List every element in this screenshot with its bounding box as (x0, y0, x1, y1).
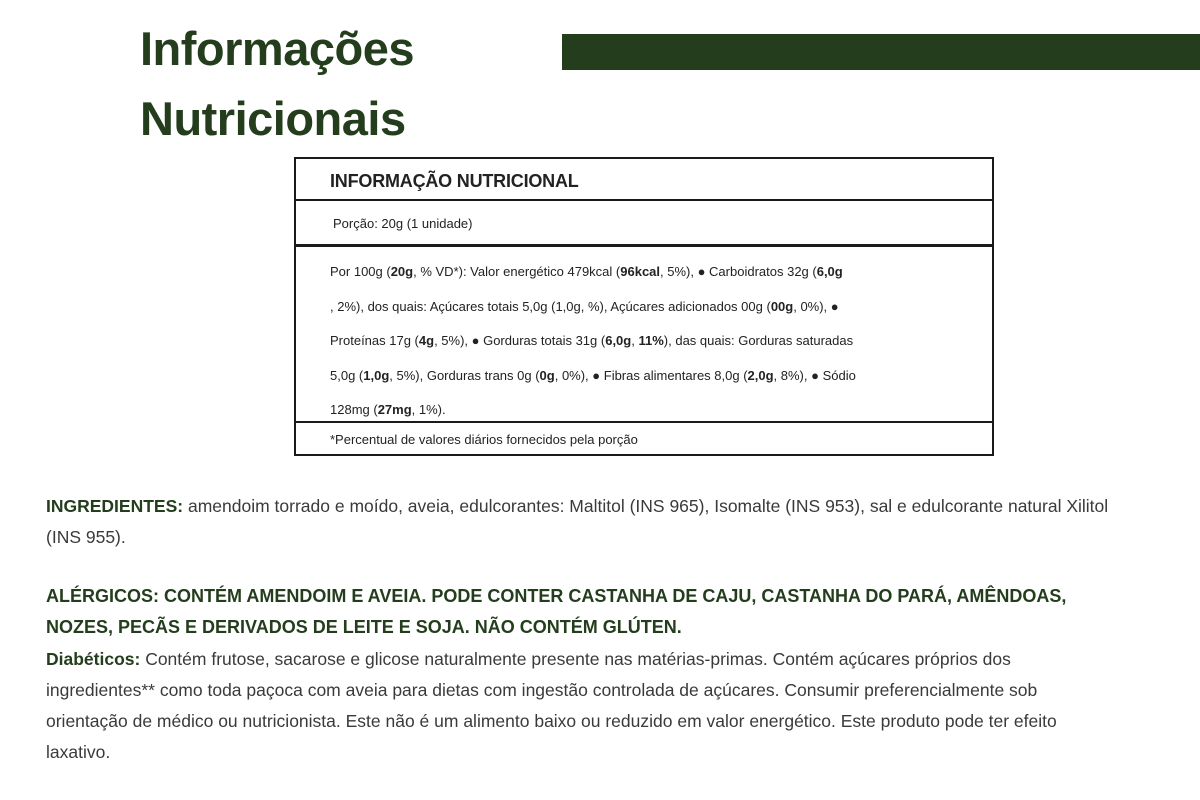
ingredients-label: INGREDIENTES: (46, 496, 184, 516)
nutrition-values-line (330, 255, 972, 290)
nutrition-values-line (330, 324, 972, 359)
ingredients-text: amendoim torrado e moído, aveia, edulcorantes: Maltitol (INS 965), Isomalte (INS 953), sal e edulcorante natural Xilitol (183, 496, 1109, 516)
allergens-line-1: ALÉRGICOS: CONTÉM AMENDOIM E AVEIA. PODE CONTER CASTANHA DE CAJU, CASTANHA DO PARÁ, AMÊNDOAS, (46, 586, 1067, 606)
nutrition-value-text: Por 100g ( (330, 264, 391, 279)
nutrition-value-bold: 27mg (377, 402, 412, 417)
nutrition-value-text: 5,0g ( (330, 367, 364, 383)
nutrition-value-bold: 20g (390, 264, 414, 279)
diabetics-line-4: laxativo. (46, 742, 111, 762)
nutrition-value-text: Proteínas 17g ( (330, 333, 419, 348)
nutrition-values-line (330, 290, 972, 325)
nutrition-value-text: , 5%), ● Carboidratos 32g ( (660, 264, 817, 279)
ingredients-line-2: (INS 955). (46, 527, 126, 547)
ingredients-section (46, 491, 1156, 553)
diabetics-line-1 (46, 644, 1156, 675)
diabetics-section (46, 644, 1156, 768)
nutrition-value-text: , 2%), dos quais: Açúcares totais 5,0g (1,0g, %), Açúcares adicionados 00g ( (330, 298, 771, 314)
nutrition-table-portion: Porção: 20g (1 unidade) (296, 201, 992, 247)
nutrition-value-text: , 0%), ● Fibras alimentares 8,0g ( (554, 367, 748, 383)
nutrition-value-text: ), das quais: Gorduras saturadas (663, 333, 854, 348)
page-title-line-1: Informações (140, 22, 414, 75)
diabetics-line-2: ingredientes** como toda paçoca com aveia para dietas com ingestão controlada de açúcares. Consumir preferencialmente sob (46, 680, 1038, 700)
diabetics-label: Diabéticos: (46, 649, 141, 669)
page-title (140, 14, 470, 154)
diabetics-text: Contém frutose, sacarose e glicose naturalmente presente nas matérias-primas. Contém açúcares próprios dos (140, 649, 1011, 669)
nutrition-value-text: 128mg ( (330, 402, 378, 417)
nutrition-table-footnote: *Percentual de valores diários fornecidos pela porção (330, 432, 638, 447)
nutrition-value-text: , 0%), ● (793, 298, 839, 314)
nutrition-value-bold: 6,0g (605, 333, 632, 348)
nutrition-value-bold: 96kcal (620, 264, 661, 279)
nutrition-value-text: , 8%), ● Sódio (773, 367, 856, 383)
nutrition-values-line (330, 359, 972, 394)
nutrition-value-text: , 5%), Gorduras trans 0g ( (389, 367, 540, 383)
nutrition-value-text: , 5%), ● Gorduras totais 31g ( (434, 333, 606, 348)
allergens-section (46, 581, 1156, 643)
nutrition-value-bold: 11% (638, 333, 664, 348)
title-accent-bar (562, 34, 1200, 70)
nutrition-table-values (296, 247, 992, 423)
diabetics-line-3: orientação de médico ou nutricionista. Este não é um alimento baixo ou reduzido em valor energético. Este produto pode ter efeito (46, 711, 1057, 731)
nutrition-value-bold: 4g (418, 333, 435, 348)
nutrition-value-text: , 1%). (411, 402, 446, 417)
nutrition-value-bold: 0g (539, 367, 555, 383)
nutrition-value-bold: 6,0g (816, 264, 843, 279)
nutrition-value-bold: 1,0g (363, 367, 390, 383)
nutrition-value-bold: 2,0g (747, 367, 774, 383)
page-title-line-2: Nutricionais (140, 92, 406, 145)
nutrition-table (294, 157, 994, 456)
nutrition-value-text: , (631, 333, 639, 348)
ingredients-line-1 (46, 491, 1156, 522)
nutrition-value-bold: 00g (770, 298, 794, 314)
allergens-line-2: NOZES, PECÃS E DERIVADOS DE LEITE E SOJA. NÃO CONTÉM GLÚTEN. (46, 617, 682, 637)
nutrition-value-text: , % VD*): Valor energético 479kcal ( (413, 264, 621, 279)
nutrition-table-heading: INFORMAÇÃO NUTRICIONAL (296, 159, 992, 201)
